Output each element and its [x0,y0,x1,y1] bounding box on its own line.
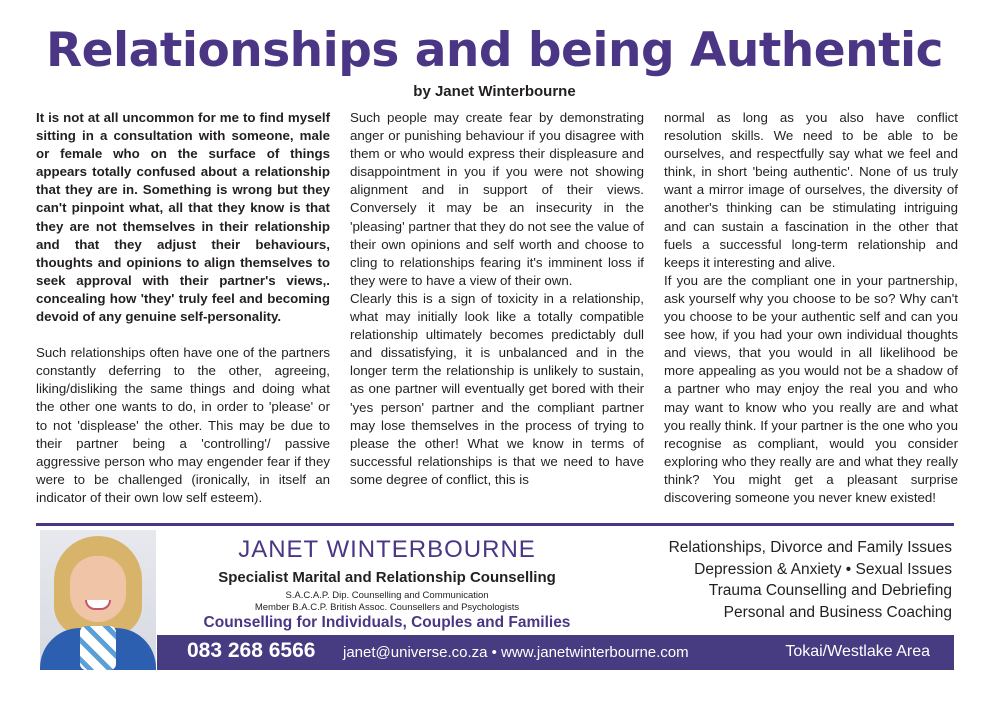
body-paragraph: If you are the compliant one in your partnership, ask yourself why you choose to be so? Why can't you choose to be your authentic self and can you see how, if you had your own individual thoughts and views, that you would in all likelihood be more appealing as you would not be a shadow of a partner who may enjoy the real you and who may want to know who you really are and what you really think. If your partner is the one who you recognise as compliant, would you consider exploring who they really are and what they really think? You might get a pleasant surprise discovering someone you never knew existed! [664,272,958,505]
counsellor-specialty: Specialist Marital and Relationship Counselling [218,569,556,586]
services-list [612,537,952,623]
service-item: Personal and Business Coaching [723,603,952,621]
service-item: Relationships, Divorce and Family Issues [668,539,952,556]
contact-bar [157,635,954,670]
body-paragraph: Such people may create fear by demonstrating anger or punishing behaviour if you disagree with them or who would express their displeasure and disappointment in you if you were not showing alignment and in support of their views. Conversely it may be an insecurity in the 'pleasing' partner that they do not see the value of their own opinions and self worth and choose to cling to relationships fearing it's imminent loss if they were to have a view of their own. [350,110,644,288]
credential-line: S.A.C.A.P. Dip. Counselling and Communication [285,590,489,601]
service-area: Tokai/Westlake Area [785,643,930,660]
article-column-2 [350,109,644,489]
article-column-3 [664,109,958,507]
body-paragraph: normal as long as you also have conflict resolution skills. We need to be able to be ourselves, and respectfully say what we feel and think, in short 'being authentic'. None of us truly want a mirror image of ourselves, the diversity of another's thinking can be stimulating intriguing and can sustain a fascination in the other that fuels a successful long-term relationship and keeps it interesting and alive. [664,110,958,270]
author-byline: by Janet Winterbourne [413,83,576,100]
portrait-face [70,556,126,622]
phone-number[interactable]: 083 268 6566 [187,639,316,662]
portrait-scarf [80,626,116,670]
body-paragraph: Clearly this is a sign of toxicity in a relationship, what may initially look like a totally compatible relationship ultimately becomes predictably dull and dissatisfying, it is unbalanced and in the longer term the relationship is unlikely to sustain, as one partner will eventually get bored with their 'yes person' partner and the compliant partner may lose themselves in the process of trying to please the other! What we know in terms of successful relationships is that we need to have some degree of conflict, this is [350,290,644,487]
services-tagline: Counselling for Individuals, Couples and Families [203,614,571,631]
lead-paragraph: It is not at all uncommon for me to find myself sitting in a consultation with someone, male or female who on the surface of things appears totally confused about a relationship that they are in. Something is wrong but they can't pinpoint what, all that they know is that they are not themselves in their relationship and that they adjust their behaviours, thoughts and opinions to align themselves to seek approval with their partner's views,. concealing how 'they' truly feel and becoming devoid of any genuine self-personality. [36,110,330,325]
advert-banner [36,523,954,670]
page-title: Relationships and being Authentic [45,23,944,78]
article-column-1 [36,109,330,507]
counsellor-name: JANET WINTERBOURNE [238,536,536,563]
credential-line: Member B.A.C.P. British Assoc. Counsellers and Psychologists [254,602,520,613]
paragraph-gap [36,326,330,344]
portrait-photo [40,530,156,670]
service-item: Depression & Anxiety • Sexual Issues [694,560,952,578]
body-paragraph: Such relationships often have one of the partners constantly deferring to the other, agreeing, liking/disliking the same things and doing what the other one wants to do, in order to 'please' or to not 'displease' the other. This may be due to their partner being a 'controlling'/ passive aggressive person who may engender fear if they were to be challenged (ironically, in itself an indicator of their own low self esteem). [36,345,330,505]
service-item: Trauma Counselling and Debriefing [708,582,952,599]
email-and-website[interactable]: janet@universe.co.za • www.janetwinterbourne.com [343,644,689,661]
